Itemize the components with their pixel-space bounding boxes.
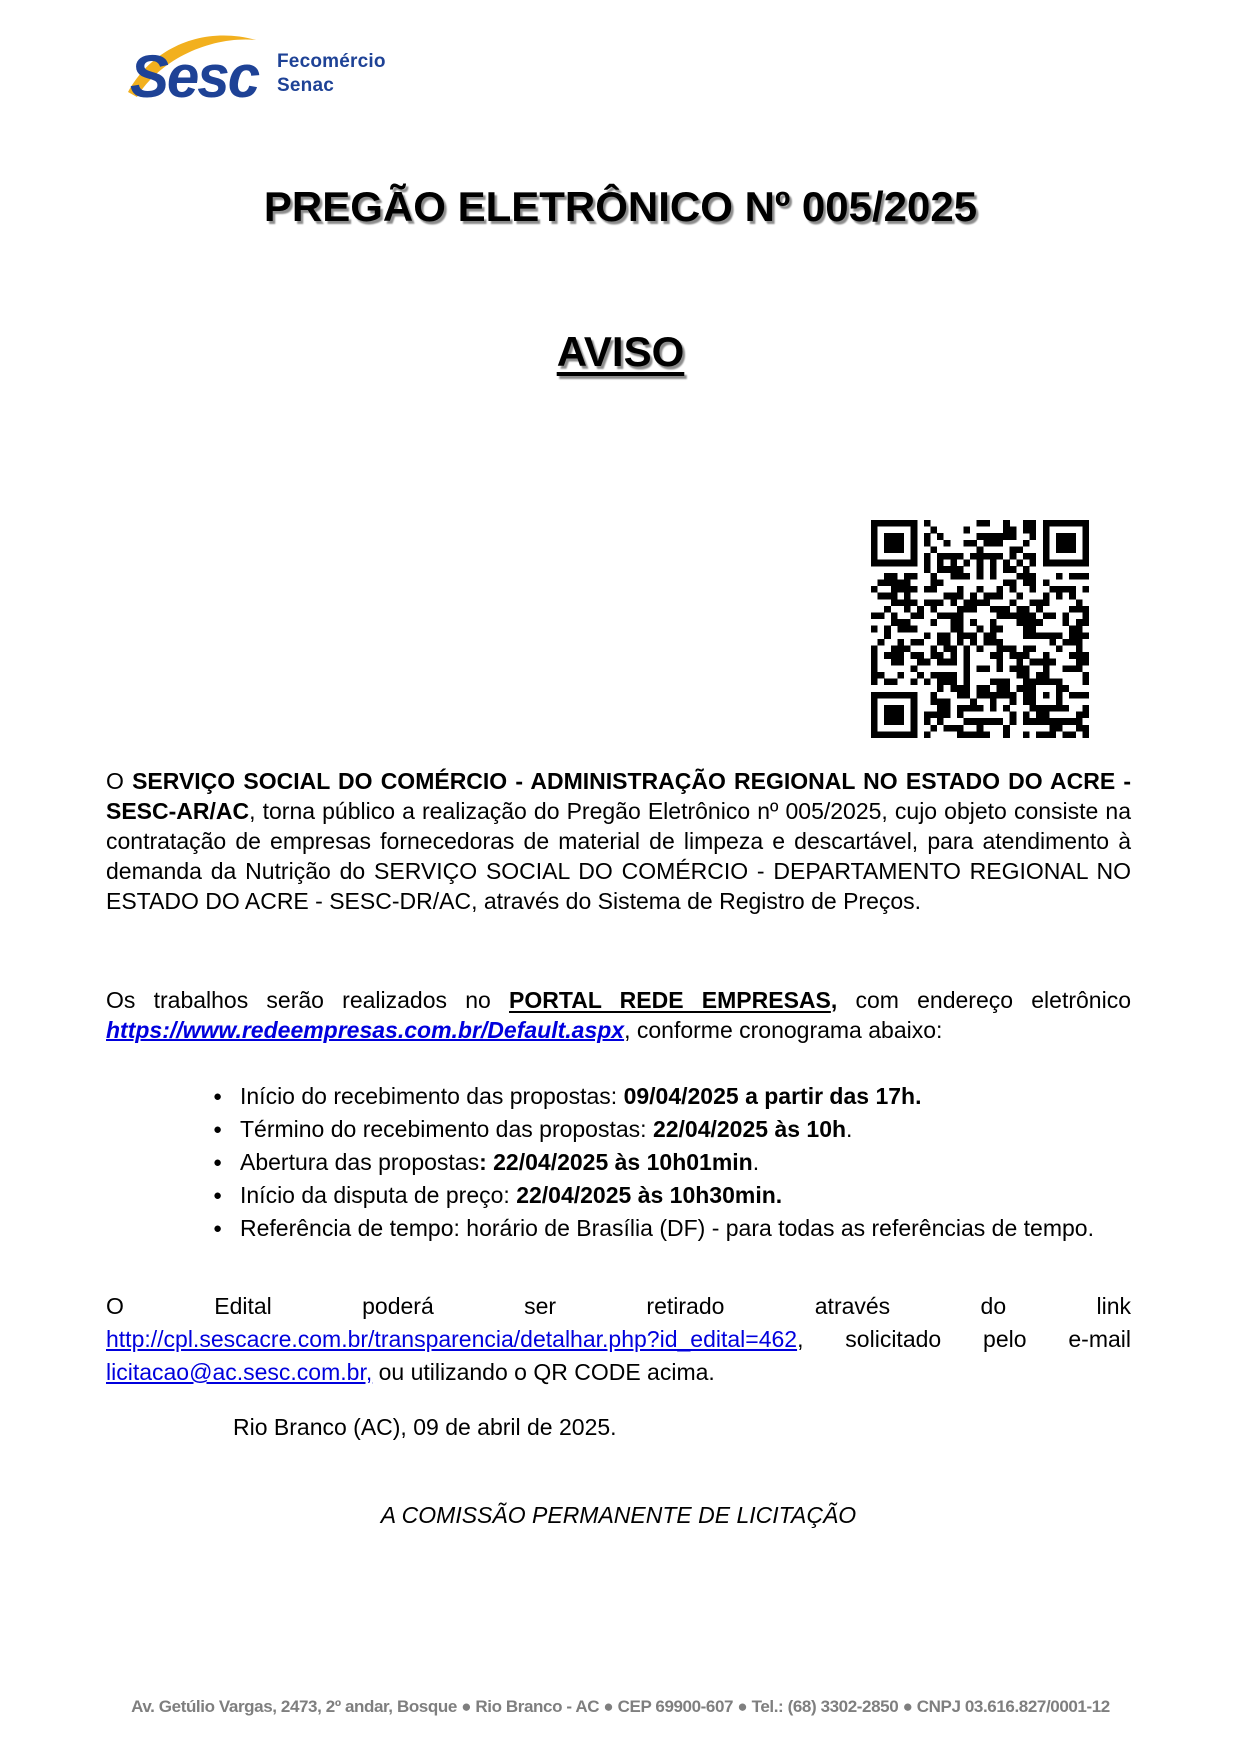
item-date-bold: 22/04/2025 às 10h30min. [516,1182,783,1208]
intro-paragraph [106,766,1131,916]
item-text: Início do recebimento das propostas: [240,1083,624,1109]
bullet-icon: ● [213,1187,223,1204]
logo-senac-text: Senac [277,75,334,96]
document-body [106,766,1131,1530]
schedule-list [106,1080,1131,1245]
qr-code-image [871,520,1089,738]
edital-line-2 [106,1323,1131,1356]
intro-rest: , torna público a realização do Pregão Eletrônico nº 005/2025, cujo objeto consiste na contratação de empresas fornecedoras de material de limpeza e descartável, para atendimento à demanda da Nutrição do SERVIÇO SOCIAL DO COMÉRCIO - DEPARTAMENTO REGIONAL NO ESTADO DO ACRE - SESC-DR/AC, através do Sistema de Registro de Preços. [106,798,1131,914]
schedule-item-abertura [213,1146,1131,1179]
edital-url-link[interactable]: http://cpl.sescacre.com.br/transparencia/detalhar.php?id_edital=462 [106,1326,798,1352]
item-text: Abertura das propostas [240,1149,480,1175]
sesc-logo [112,26,412,112]
logo-brand-text: Sesc [130,43,259,110]
footer-address [0,1697,1241,1717]
item-post: . [846,1116,853,1142]
edital-paragraph [106,1290,1131,1389]
schedule-item-referencia-tempo [213,1212,1131,1245]
portal-lead: Os trabalhos serão realizados no [106,987,510,1013]
portal-tail: , conforme cronograma abaixo: [624,1017,943,1043]
item-text: Término do recebimento das propostas: [240,1116,653,1142]
schedule-item-termino-recebimento [213,1113,1131,1146]
footer-address-text: Av. Getúlio Vargas, 2473, 2º andar, Bosque ● Rio Branco - AC ● CEP 69900-607 ● Tel.: (68) 3302-2850 ● CNPJ 03.616.827/0001-12 [131,1697,1110,1716]
portal-name: PORTAL REDE EMPRESAS [509,987,831,1013]
aviso-heading-text: AVISO [556,328,685,375]
item-text: Referência de tempo: horário de Brasília (DF) - para todas as referências de tempo. [240,1215,1094,1241]
edital-line-1-text: O Edital poderá ser retirado através do link [106,1293,1131,1319]
edital-line-3-text: ou utilizando o QR CODE acima. [372,1359,715,1385]
commission-line: A COMISSÃO PERMANENTE DE LICITAÇÃO [380,1502,857,1528]
aviso-heading [0,328,1241,376]
logo-fecomercio-text: Fecomércio [277,51,386,72]
item-date-bold: : 22/04/2025 às 10h01min [479,1149,753,1175]
bullet-icon: ● [213,1220,223,1237]
schedule-item-disputa [213,1179,1131,1212]
date-place-line: Rio Branco (AC), 09 de abril de 2025. [233,1414,617,1440]
portal-comma: , [830,987,838,1013]
portal-paragraph [106,985,1131,1045]
item-date-bold: 22/04/2025 às 10h [652,1116,847,1142]
logo-subtext [277,50,386,98]
page-title: PREGÃO ELETRÔNICO Nº 005/2025 [263,183,978,230]
item-text: Início da disputa de preço: [240,1182,517,1208]
bullet-icon: ● [213,1154,223,1171]
schedule-item-inicio-recebimento [213,1080,1131,1113]
org-name-bold: SERVIÇO SOCIAL DO COMÉRCIO - ADMINISTRAÇÃO REGIONAL NO ESTADO DO ACRE - SESC-AR/AC [106,768,1131,824]
portal-url-link[interactable]: https://www.redeempresas.com.br/Default.aspx [106,1017,625,1043]
intro-lead: O [106,768,133,794]
edital-line-2-text: , solicitado pelo e-mail [797,1326,1131,1352]
edital-line-3 [106,1356,1131,1389]
bullet-icon: ● [213,1088,223,1105]
licitacao-email-link[interactable]: licitacao@ac.sesc.com.br, [106,1359,373,1385]
portal-mid: com endereço eletrônico [837,987,1131,1013]
qr-code [871,520,1089,738]
item-date-bold: 09/04/2025 a partir das 17h. [623,1083,922,1109]
bullet-icon: ● [213,1121,223,1138]
edital-line-1 [106,1290,1131,1323]
item-post: . [752,1149,760,1175]
